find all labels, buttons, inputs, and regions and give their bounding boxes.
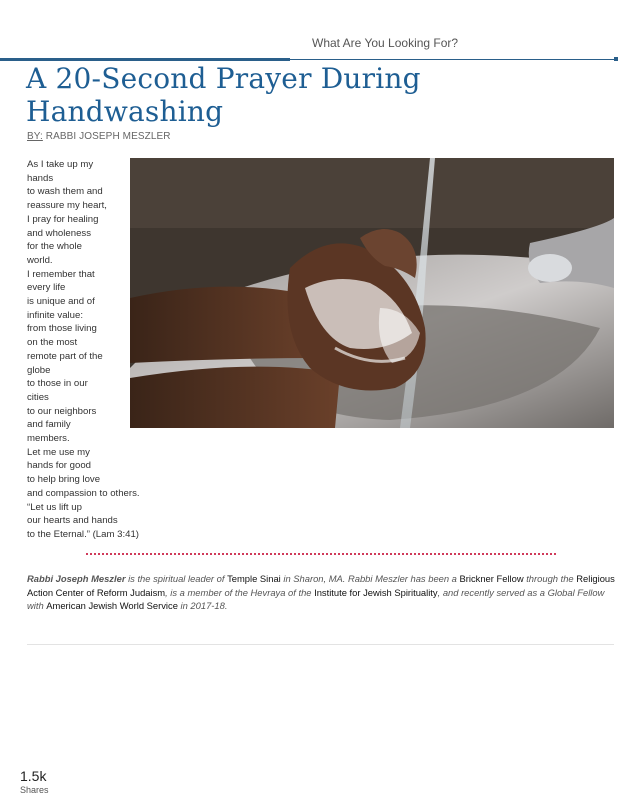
bio-text: in Sharon, MA. Rabbi Meszler has been a [280,573,460,584]
section-divider [86,553,556,555]
link-american-jewish-world-service[interactable]: American Jewish World Service [46,600,178,611]
byline-author[interactable]: RABBI JOSEPH MESZLER [45,131,171,142]
prayer-line: to those in our [27,378,88,390]
prayer-line: on the most [27,337,78,349]
prayer-line: every life [27,282,66,294]
author-bio [27,572,617,613]
share-label: Shares [20,785,49,795]
prayer-line: to the Eternal.” (Lam 3:41) [27,528,139,540]
prayer-line: reassure my heart, [27,200,107,212]
link-religious-action-center[interactable]: Religious Action Center of Reform Judaism [27,573,615,598]
link-institute-jewish-spirituality[interactable]: Institute for Jewish Spirituality [314,586,438,598]
prayer-line: hands [27,172,54,184]
prayer-line: to wash them and [27,186,103,198]
article-title: A 20-Second Prayer During Handwashing [26,62,421,128]
byline [27,131,171,142]
prayer-line: members. [27,433,70,445]
link-temple-sinai[interactable]: Temple Sinai [227,573,281,584]
prayer-line: “Let us lift up [27,501,82,513]
prayer-line: for the whole [27,241,82,253]
prayer-line: is unique and of [27,296,95,308]
header-rule-end [614,57,618,61]
prayer-line: globe [27,364,51,376]
prayer-line: As I take up my [27,159,94,170]
prayer-line: I pray for healing [27,213,99,225]
prayer-line: and wholeness [27,227,92,239]
bio-text: , and recently served as a Global Fellow with [27,586,605,611]
bio-bottom-rule [27,644,614,645]
bio-author-name: Rabbi Joseph Meszler [27,573,126,584]
header-rule [290,59,618,60]
prayer-line: and compassion to others. [27,487,140,499]
bio-text: is the spiritual leader of [125,573,228,584]
photo-illustration [130,158,614,428]
site-header [0,0,618,62]
bio-text: , is a member of the Hevraya of the [165,586,315,598]
prayer-line: and family [27,419,71,431]
bio-text: in 2017-18. [177,600,228,611]
prayer-line: world. [27,254,53,266]
header-rule-accent [0,58,290,61]
prayer-line: our hearts and hands [27,515,118,527]
prayer-line: I remember that [27,268,95,280]
prayer-line: hands for good [27,460,92,472]
prayer-line: to our neighbors [27,405,97,417]
share-count: 1.5k [20,768,47,784]
prayer-line: Let me use my [27,446,90,458]
prayer-line: from those living [27,323,97,335]
search-prompt[interactable]: What Are You Looking For? [312,36,459,50]
prayer-line: to help bring love [27,474,101,486]
prayer-line: remote part of the [27,350,103,362]
prayer-line: cities [27,391,49,403]
share-counter[interactable] [20,768,80,795]
byline-prefix: BY: [27,131,43,142]
handwashing-photo [130,158,614,428]
bio-text: through the [523,573,577,584]
link-brickner-fellow[interactable]: Brickner Fellow [459,573,524,584]
prayer-line: infinite value: [27,309,83,321]
